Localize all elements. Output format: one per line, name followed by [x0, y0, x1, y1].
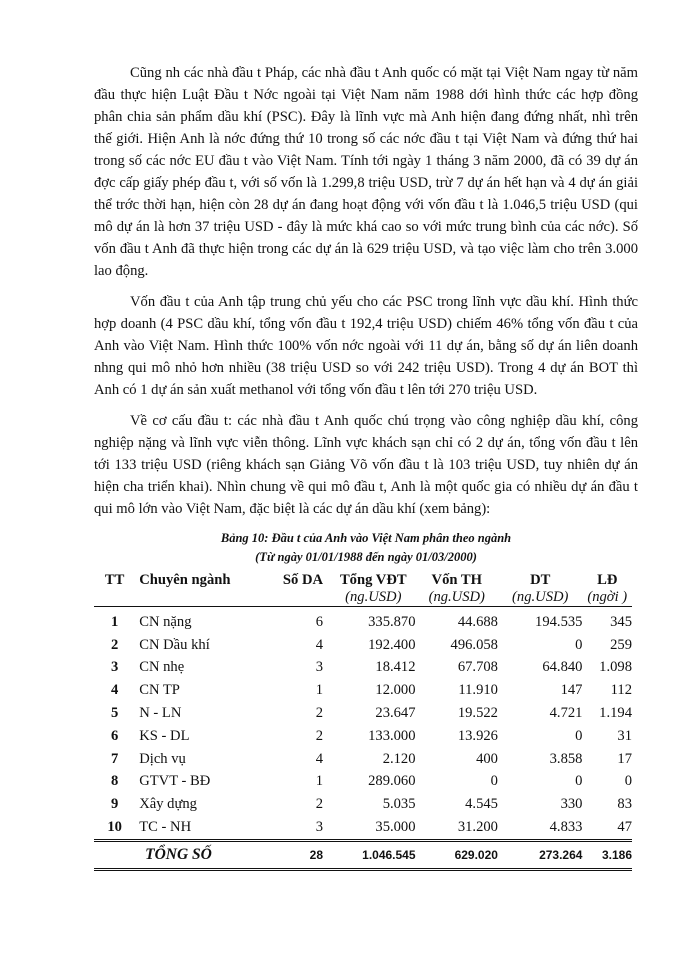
- header-tong-vdt-label: Tổng VĐT: [339, 572, 407, 588]
- row-tt: 3: [110, 659, 119, 676]
- total-vdt: 1.046.545: [331, 840, 416, 869]
- header-tong-vdt-unit: (ng.USD): [345, 589, 402, 605]
- total-dt: 273.264: [498, 840, 583, 869]
- table-row: [94, 725, 632, 748]
- table-row: [94, 771, 632, 794]
- header-dt-unit: (ng.USD): [512, 589, 569, 605]
- row-ld: 259: [610, 636, 632, 653]
- row-tong-vdt: 23.647: [375, 705, 416, 722]
- row-tt: 6: [110, 727, 119, 744]
- row-tong-vdt: 133.000: [368, 727, 416, 744]
- row-dt: 147: [560, 682, 583, 699]
- table-row: [94, 611, 632, 634]
- row-ld: 112: [610, 682, 632, 699]
- paragraph-2: Vốn đầu t của Anh tập trung chủ yếu cho các PSC trong lĩnh vực dầu khí. Hình thức hợp doanh (4 PSC dầu khí, tổng vốn đầu t 192,4 triệu USD) chiếm 46% tổng vốn đầu t của Anh vào Việt Nam. Hình thức 100% vốn nớc ngoài với 11 dự án, bằng số dự án liên doanh nhng qui mô nhỏ hơn nhiều (38 triệu USD so với 242 triệu USD). Trong 4 dự án BOT thì Anh có 1 dự án sản xuất methanol với tổng vốn đầu t lên tới 270 triệu USD.: [94, 294, 638, 398]
- row-ld: 345: [610, 613, 632, 630]
- row-tt: 7: [110, 750, 119, 767]
- header-ld-unit: (ngời ): [587, 589, 628, 605]
- row-so-da: 1: [315, 773, 324, 790]
- row-chuyen-nganh: N - LN: [139, 705, 182, 722]
- row-tt: 9: [110, 796, 119, 813]
- table-body: [94, 607, 632, 870]
- row-ld: 17: [617, 750, 632, 767]
- row-von-th: 44.688: [457, 613, 498, 630]
- row-tong-vdt: 5.035: [382, 796, 416, 813]
- paragraph-3: Về cơ cấu đầu t: các nhà đầu t Anh quốc chú trọng vào công nghiệp dầu khí, công nghiệp nặng và lĩnh vực viễn thông. Lĩnh vực khách sạn chỉ có 2 dự án, tổng vốn đầu t lên tới 133 triệu USD (riêng khách sạn Giảng Võ vốn đầu t là 103 triệu USD, tuy nhiên dự án hiện cha triển khai). Nhìn chung về qui mô đầu t, Anh là một quốc gia có nhiều dự án đầu t qui mô lớn vào Việt Nam, đặc biệt là các dự án dầu khí (xem bảng):: [94, 413, 638, 517]
- row-dt: 4.833: [549, 819, 583, 836]
- row-chuyen-nganh: TC - NH: [139, 819, 192, 836]
- row-tong-vdt: 2.120: [382, 750, 416, 767]
- row-dt: 194.535: [535, 613, 583, 630]
- row-von-th: 13.926: [457, 727, 498, 744]
- row-dt: 3.858: [549, 750, 583, 767]
- row-tong-vdt: 12.000: [375, 682, 416, 699]
- row-tt: 2: [110, 636, 119, 653]
- header-von-th: [416, 569, 498, 607]
- header-von-th-label: Vốn TH: [431, 572, 482, 588]
- row-von-th: 4.545: [465, 796, 498, 813]
- row-tt: 10: [107, 819, 122, 836]
- row-chuyen-nganh: CN nhẹ: [139, 659, 185, 676]
- table-row: [94, 634, 632, 657]
- document-page: [94, 62, 638, 871]
- table-row: [94, 748, 632, 771]
- total-so-da: 28: [263, 840, 331, 869]
- row-chuyen-nganh: CN nặng: [139, 613, 192, 630]
- table-row: [94, 702, 632, 725]
- row-ld: 1.098: [599, 659, 632, 676]
- row-tong-vdt: 335.870: [368, 613, 416, 630]
- table-caption: Bảng 10: Đầu t của Anh vào Việt Nam phân theo ngành: [220, 531, 512, 545]
- header-tong-vdt: [331, 569, 416, 607]
- row-tong-vdt: 35.000: [375, 819, 416, 836]
- header-dt-label: DT: [530, 572, 551, 588]
- row-dt: 64.840: [542, 659, 583, 676]
- header-ld-label: LĐ: [597, 572, 618, 588]
- row-dt: 0: [575, 727, 583, 744]
- row-tong-vdt: 18.412: [375, 659, 416, 676]
- row-chuyen-nganh: Dịch vụ: [139, 750, 186, 767]
- table-row: [94, 679, 632, 702]
- table-total-row: [94, 840, 632, 869]
- row-von-th: 496.058: [450, 636, 498, 653]
- table-header-row: [94, 569, 632, 607]
- row-ld: 83: [617, 796, 632, 813]
- investment-table: [94, 569, 632, 871]
- header-von-th-unit: (ng.USD): [428, 589, 485, 605]
- row-chuyen-nganh: Xây dựng: [139, 796, 197, 813]
- row-tt: 8: [110, 773, 119, 790]
- total-ld: 3.186: [582, 840, 632, 869]
- total-label: TỔNG SỐ: [94, 840, 263, 869]
- row-dt: 4.721: [549, 705, 583, 722]
- row-von-th: 400: [476, 750, 498, 767]
- row-tt: 4: [110, 682, 119, 699]
- header-dt: [498, 569, 583, 607]
- row-tong-vdt: 289.060: [368, 773, 416, 790]
- row-so-da: 4: [315, 636, 324, 653]
- row-tt: 5: [110, 705, 119, 722]
- row-ld: 1.194: [599, 705, 632, 722]
- row-so-da: 1: [315, 682, 324, 699]
- paragraph-1: Cũng nh các nhà đầu t Pháp, các nhà đầu t Anh quốc có mặt tại Việt Nam ngay từ năm đầu thực hiện Luật Đầu t Nớc ngoài tại Việt Nam năm 1988 dới hình thức các hợp đồng phân chia sản phẩm dầu khí (PSC). Đây là lĩnh vực mà Anh hiện đang đứng nhất, nhì trên thế giới. Hiện Anh là nớc đứng thứ 10 trong số các nớc đầu t tại Việt Nam và đứng thứ hai trong số các nớc EU đầu t vào Việt Nam. Tính tới ngày 1 tháng 3 năm 2000, đã có 39 dự án đợc cấp giấy phép đầu t, với số vốn là 1.299,8 triệu USD, trừ 7 dự án hết hạn và 4 dự án giải thể trớc thời hạn, hiện còn 28 dự án đang hoạt động với vốn đầu t là 1.046,5 triệu USD (qui mô dự án là hơn 37 triệu USD - đây là mức khá cao so với mức trung bình của các nớc). Số vốn đầu t Anh đã thực hiện trong các dự án là 629 triệu USD, và tạo việc làm cho trên 3.000 lao động.: [94, 65, 638, 279]
- row-so-da: 3: [315, 819, 324, 836]
- total-von-th: 629.020: [416, 840, 498, 869]
- row-ld: 31: [617, 727, 632, 744]
- header-so-da: Số DA: [263, 569, 331, 607]
- row-dt: 330: [560, 796, 583, 813]
- row-von-th: 67.708: [457, 659, 498, 676]
- table-row: [94, 793, 632, 816]
- row-so-da: 6: [315, 613, 324, 630]
- row-von-th: 19.522: [457, 705, 498, 722]
- row-von-th: 0: [490, 773, 498, 790]
- table-row: [94, 657, 632, 680]
- table-subcaption: (Từ ngày 01/01/1988 đến ngày 01/03/2000): [255, 550, 477, 564]
- row-ld: 47: [617, 819, 632, 836]
- row-so-da: 2: [315, 796, 324, 813]
- table-row: [94, 816, 632, 840]
- header-tt: TT: [94, 569, 135, 607]
- row-so-da: 2: [315, 727, 324, 744]
- header-ld: [582, 569, 632, 607]
- row-so-da: 3: [315, 659, 324, 676]
- row-von-th: 11.910: [458, 682, 498, 699]
- row-von-th: 31.200: [457, 819, 498, 836]
- row-ld: 0: [624, 773, 632, 790]
- row-so-da: 4: [315, 750, 324, 767]
- row-chuyen-nganh: GTVT - BĐ: [139, 773, 211, 790]
- row-chuyen-nganh: CN Dầu khí: [139, 636, 210, 653]
- row-dt: 0: [575, 636, 583, 653]
- row-chuyen-nganh: CN TP: [139, 682, 180, 699]
- header-chuyen-nganh: Chuyên ngành: [135, 569, 263, 607]
- row-tt: 1: [110, 613, 119, 630]
- row-tong-vdt: 192.400: [368, 636, 416, 653]
- row-so-da: 2: [315, 705, 324, 722]
- row-chuyen-nganh: KS - DL: [139, 727, 190, 744]
- row-dt: 0: [575, 773, 583, 790]
